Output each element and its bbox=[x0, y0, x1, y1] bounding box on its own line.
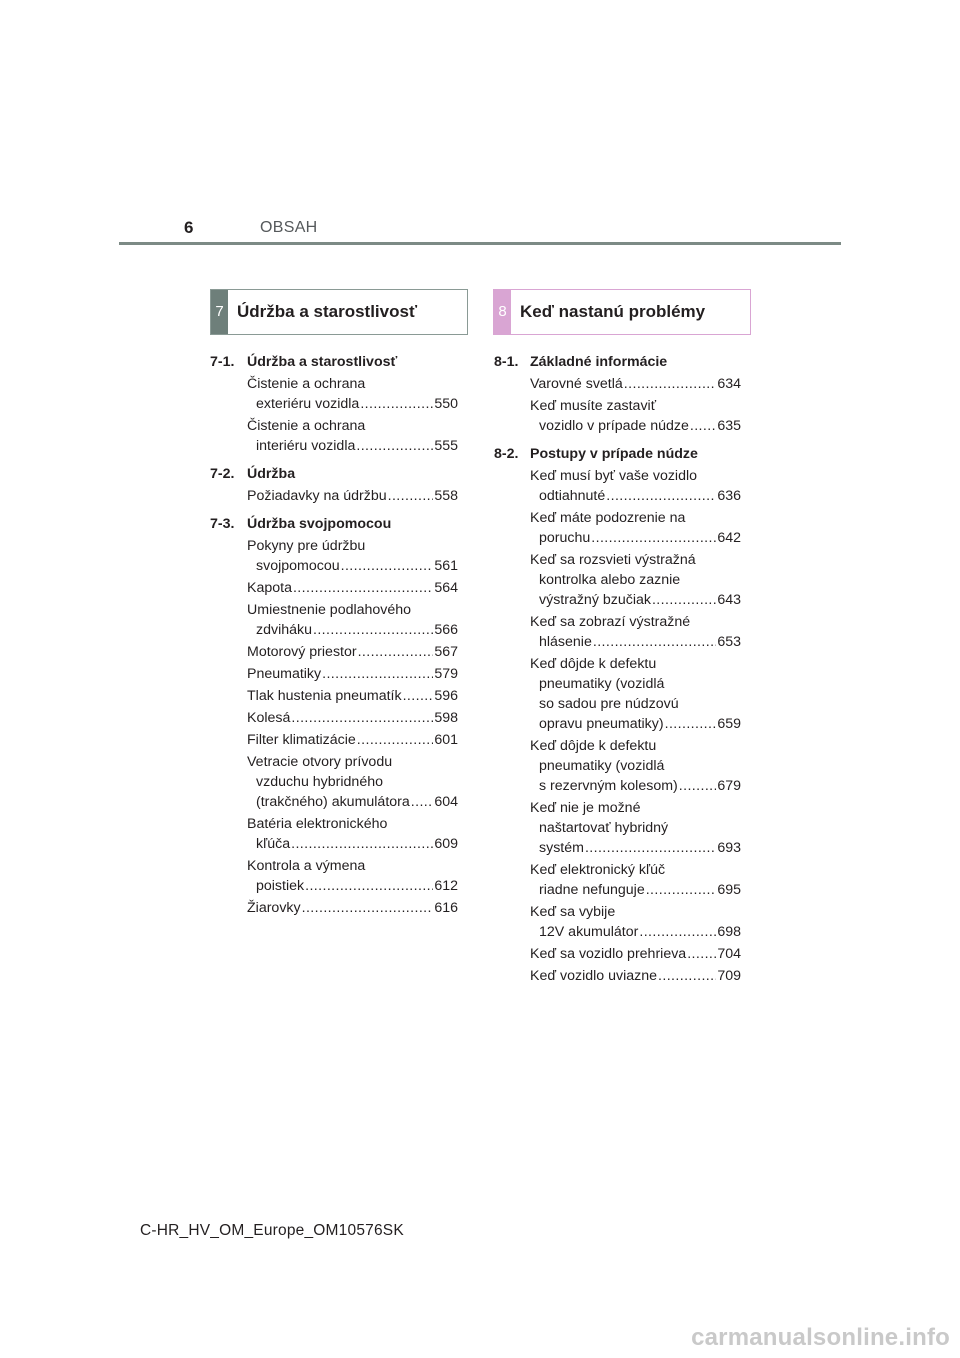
toc-group bbox=[210, 514, 458, 918]
toc-entry[interactable] bbox=[247, 898, 458, 918]
toc-page-number: 636 bbox=[717, 488, 741, 504]
toc-leader-dots bbox=[305, 876, 433, 896]
toc-entry-text: Keď elektronický kľúč bbox=[530, 862, 666, 878]
toc-page-number: 596 bbox=[434, 688, 458, 704]
toc-page-number: 558 bbox=[434, 488, 458, 504]
toc-entry[interactable] bbox=[530, 944, 741, 964]
toc-entry[interactable] bbox=[247, 642, 458, 662]
toc-entry-text: Keď sa zobrazí výstražné bbox=[530, 614, 691, 630]
toc-entry-text: Motorový priestor bbox=[247, 644, 357, 660]
toc-entry-text: Pokyny pre údržbu bbox=[247, 538, 366, 554]
toc-entry-text: Umiestnenie podlahového bbox=[247, 602, 412, 618]
toc-leader-dots bbox=[687, 944, 716, 964]
toc-entry-text: Keď vozidlo uviazne bbox=[530, 968, 658, 984]
section-title-7: Údržba a starostlivosť bbox=[237, 302, 418, 321]
toc-page-number: 704 bbox=[717, 946, 741, 962]
toc-page-number: 635 bbox=[717, 418, 741, 434]
toc-page-number: 634 bbox=[717, 376, 741, 392]
toc-page-number: 653 bbox=[717, 634, 741, 650]
toc-page-number: 566 bbox=[434, 622, 458, 638]
toc-group bbox=[210, 352, 458, 456]
page-number: 6 bbox=[184, 218, 194, 237]
toc-entry-text: Batéria elektronického bbox=[247, 816, 388, 832]
toc-leader-dots bbox=[293, 578, 433, 598]
toc-entry-text: Keď nie je možné bbox=[530, 800, 641, 816]
toc-group-name: Postupy v prípade núdze bbox=[530, 446, 698, 462]
toc-group-title[interactable] bbox=[494, 352, 741, 372]
section-header-7[interactable] bbox=[210, 289, 468, 335]
toc-entry[interactable] bbox=[247, 730, 458, 750]
toc-entry-text: so sadou pre núdzovú bbox=[539, 696, 679, 712]
toc-entry-text: interiéru vozidla bbox=[256, 438, 356, 454]
toc-leader-dots bbox=[358, 642, 434, 662]
toc-column-8 bbox=[494, 352, 741, 994]
toc-entry-text: Keď máte podozrenie na bbox=[530, 510, 686, 526]
toc-entry-text: Varovné svetlá bbox=[530, 376, 623, 392]
toc-entry[interactable] bbox=[530, 550, 741, 610]
toc-group-name: Údržba svojpomocou bbox=[247, 516, 392, 532]
toc-entry-text: kontrolka alebo zaznie bbox=[539, 572, 681, 588]
toc-entry-text: hlásenie bbox=[539, 634, 592, 650]
toc-page-number: 643 bbox=[717, 592, 741, 608]
toc-entry-text: Čistenie a ochrana bbox=[247, 376, 366, 392]
toc-leader-dots bbox=[652, 590, 716, 610]
toc-entry[interactable] bbox=[247, 374, 458, 414]
watermark: carmanualsonline.info bbox=[691, 1324, 950, 1351]
toc-page-number: 579 bbox=[434, 666, 458, 682]
toc-entry-text: Požiadavky na údržbu bbox=[247, 488, 387, 504]
toc-entry[interactable] bbox=[247, 600, 458, 640]
toc-page-number: 709 bbox=[717, 968, 741, 984]
toc-entry-text: Tlak hustenia pneumatík bbox=[247, 688, 402, 704]
toc-entry[interactable] bbox=[247, 416, 458, 456]
toc-group-code: 8-1. bbox=[494, 354, 519, 370]
toc-entry[interactable] bbox=[530, 860, 741, 900]
toc-entry-text: Žiarovky bbox=[247, 900, 301, 916]
toc-entry[interactable] bbox=[247, 752, 458, 812]
toc-page-number: 612 bbox=[434, 878, 458, 894]
toc-leader-dots bbox=[291, 708, 433, 728]
toc-entry-text: s rezervným kolesom) bbox=[539, 778, 678, 794]
toc-entry-text: Kontrola a výmena bbox=[247, 858, 366, 874]
toc-entry[interactable] bbox=[530, 736, 741, 796]
toc-entry-text: Keď dôjde k defektu bbox=[530, 656, 657, 672]
toc-entry-text: kľúča bbox=[256, 836, 291, 852]
toc-entry[interactable] bbox=[530, 612, 741, 652]
toc-entry[interactable] bbox=[247, 486, 458, 506]
toc-leader-dots bbox=[356, 436, 433, 456]
toc-page-number: 604 bbox=[434, 794, 458, 810]
toc-entry[interactable] bbox=[530, 396, 741, 436]
toc-group-code: 7-2. bbox=[210, 466, 235, 482]
toc-group-name: Údržba a starostlivosť bbox=[247, 354, 398, 370]
page-title: OBSAH bbox=[260, 219, 318, 236]
toc-entry-text: exteriéru vozidla bbox=[256, 396, 360, 412]
toc-entry-text: Pneumatiky bbox=[247, 666, 322, 682]
toc-page-number: 616 bbox=[434, 900, 458, 916]
toc-entry[interactable] bbox=[247, 536, 458, 576]
toc-entry-text: Čistenie a ochrana bbox=[247, 418, 366, 434]
toc-entry[interactable] bbox=[530, 654, 741, 734]
toc-page-number: 567 bbox=[434, 644, 458, 660]
toc-entry[interactable] bbox=[247, 664, 458, 684]
toc-entry-text: svojpomocou bbox=[256, 558, 340, 574]
toc-page-number: 693 bbox=[717, 840, 741, 856]
toc-entry-text: Keď sa vybije bbox=[530, 904, 616, 920]
toc-leader-dots bbox=[341, 556, 434, 576]
toc-entry-text: zdviháku bbox=[256, 622, 312, 638]
toc-page-number: 695 bbox=[717, 882, 741, 898]
toc-page-number: 601 bbox=[434, 732, 458, 748]
toc-leader-dots bbox=[357, 730, 434, 750]
toc-entry[interactable] bbox=[530, 798, 741, 858]
toc-page-number: 555 bbox=[434, 438, 458, 454]
toc-entry-text: výstražný bzučiak bbox=[539, 592, 651, 608]
toc-leader-dots bbox=[388, 486, 434, 506]
toc-group-name: Základné informácie bbox=[530, 354, 668, 370]
toc-entry-text: 12V akumulátor bbox=[539, 924, 639, 940]
toc-entry-text: vzduchu hybridného bbox=[256, 774, 383, 790]
toc-leader-dots bbox=[606, 486, 716, 506]
section-number-8: 8 bbox=[494, 290, 511, 334]
toc-group bbox=[210, 464, 458, 506]
toc-leader-dots bbox=[291, 834, 433, 854]
toc-page-number: 642 bbox=[717, 530, 741, 546]
toc-entry[interactable] bbox=[247, 856, 458, 896]
section-number-7: 7 bbox=[211, 290, 228, 334]
toc-entry-text: pneumatiky (vozidlá bbox=[539, 758, 665, 774]
toc-leader-dots bbox=[690, 416, 716, 436]
toc-entry-text: pneumatiky (vozidlá bbox=[539, 676, 665, 692]
toc-leader-dots bbox=[302, 898, 434, 918]
toc-group-code: 7-1. bbox=[210, 354, 235, 370]
toc-entry-text: riadne nefunguje bbox=[539, 882, 645, 898]
toc-group bbox=[494, 444, 741, 986]
toc-leader-dots bbox=[403, 686, 434, 706]
document-footer: C-HR_HV_OM_Europe_OM10576SK bbox=[140, 1222, 404, 1239]
toc-group-title[interactable] bbox=[210, 352, 458, 372]
toc-page-number: 679 bbox=[717, 778, 741, 794]
toc-entry-text: (trakčného) akumulátora bbox=[256, 794, 410, 810]
toc-entry-text: naštartovať hybridný bbox=[539, 820, 669, 836]
toc-group-title[interactable] bbox=[210, 514, 458, 534]
toc-leader-dots bbox=[313, 620, 433, 640]
toc-entry[interactable] bbox=[530, 466, 741, 506]
section-title-8: Keď nastanú problémy bbox=[520, 302, 706, 321]
toc-entry-text: Filter klimatizácie bbox=[247, 732, 356, 748]
toc-entry[interactable] bbox=[247, 686, 458, 706]
toc-entry[interactable] bbox=[247, 708, 458, 728]
toc-entry-text: Keď sa vozidlo prehrieva bbox=[530, 946, 687, 962]
toc-page-number: 598 bbox=[434, 710, 458, 726]
toc-page-number: 564 bbox=[434, 580, 458, 596]
toc-leader-dots bbox=[624, 374, 717, 394]
toc-entry-text: poruchu bbox=[539, 530, 591, 546]
toc-leader-dots bbox=[593, 632, 716, 652]
toc-entry-text: odtiahnuté bbox=[539, 488, 606, 504]
toc-leader-dots bbox=[658, 966, 716, 986]
toc-entry-text: Keď dôjde k defektu bbox=[530, 738, 657, 754]
toc-page-number: 698 bbox=[717, 924, 741, 940]
toc-group bbox=[494, 352, 741, 436]
toc-entry[interactable] bbox=[530, 966, 741, 986]
toc-leader-dots bbox=[591, 528, 716, 548]
toc-leader-dots bbox=[360, 394, 433, 414]
toc-page-number: 609 bbox=[434, 836, 458, 852]
toc-leader-dots bbox=[665, 714, 717, 734]
page-header bbox=[0, 0, 960, 250]
toc-entry[interactable] bbox=[530, 902, 741, 942]
toc-entry[interactable] bbox=[530, 374, 741, 394]
toc-entry[interactable] bbox=[247, 578, 458, 598]
toc-entry-text: Vetracie otvory prívodu bbox=[247, 754, 393, 770]
toc-entry-text: Kolesá bbox=[247, 710, 291, 726]
toc-group-name: Údržba bbox=[247, 466, 296, 482]
toc-entry-text: Keď sa rozsvieti výstražná bbox=[530, 552, 696, 568]
toc-group-code: 7-3. bbox=[210, 516, 235, 532]
group-spacer bbox=[210, 920, 458, 926]
toc-entry[interactable] bbox=[530, 508, 741, 548]
toc-entry-text: opravu pneumatiky) bbox=[539, 716, 664, 732]
toc-entry-text: Keď musíte zastaviť bbox=[530, 398, 657, 414]
toc-leader-dots bbox=[322, 664, 433, 684]
toc-column-7 bbox=[210, 352, 458, 926]
toc-entry-text: poistiek bbox=[256, 878, 305, 894]
toc-entry[interactable] bbox=[247, 814, 458, 854]
toc-page-number: 659 bbox=[717, 716, 741, 732]
toc-entry-text: vozidlo v prípade núdze bbox=[539, 418, 689, 434]
toc-entry-text: Kapota bbox=[247, 580, 292, 596]
toc-leader-dots bbox=[585, 838, 716, 858]
toc-leader-dots bbox=[639, 922, 716, 942]
toc-page-number: 550 bbox=[434, 396, 458, 412]
toc-entry-text: systém bbox=[539, 840, 584, 856]
toc-leader-dots bbox=[646, 880, 717, 900]
toc-group-title[interactable] bbox=[494, 444, 741, 464]
group-spacer bbox=[494, 988, 741, 994]
toc-page-number: 561 bbox=[434, 558, 458, 574]
section-header-8[interactable] bbox=[493, 289, 751, 335]
toc-leader-dots bbox=[679, 776, 717, 796]
toc-group-title[interactable] bbox=[210, 464, 458, 484]
toc-leader-dots bbox=[411, 792, 434, 812]
toc-entry-text: Keď musí byť vaše vozidlo bbox=[530, 468, 698, 484]
toc-group-code: 8-2. bbox=[494, 446, 519, 462]
header-divider bbox=[119, 242, 841, 245]
